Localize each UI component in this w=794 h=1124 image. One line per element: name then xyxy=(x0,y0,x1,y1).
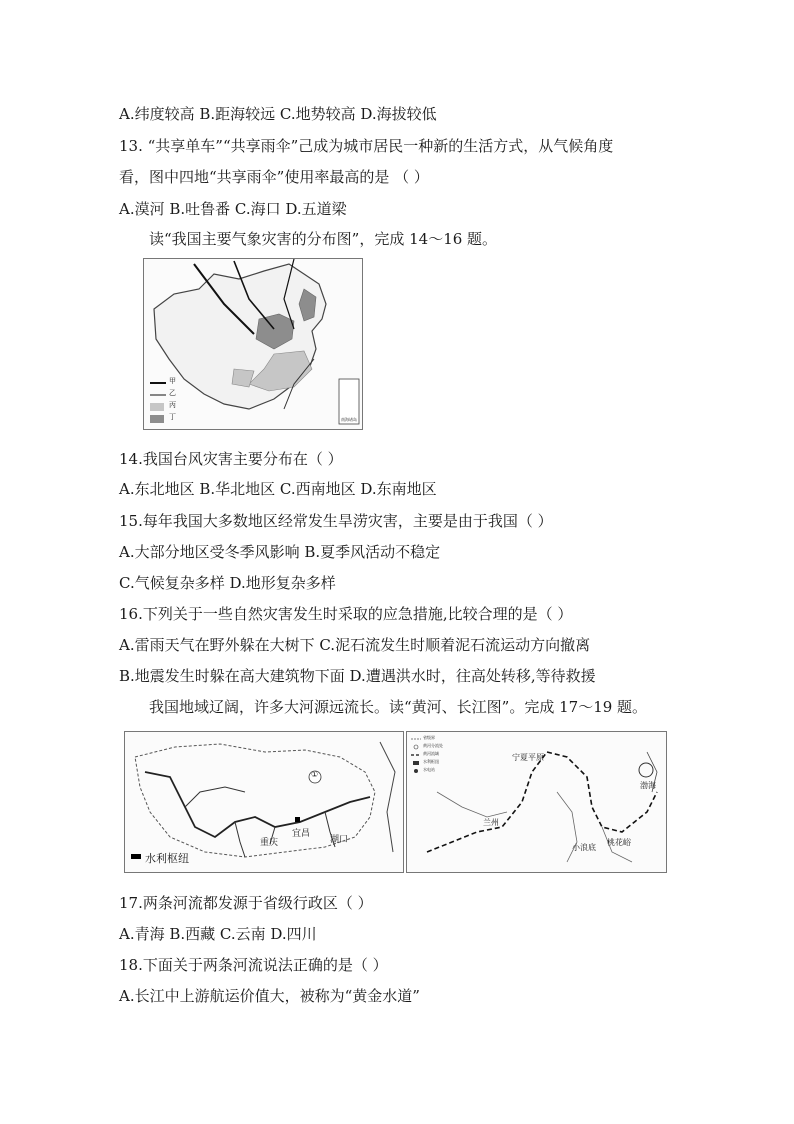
disaster-map xyxy=(143,258,363,430)
q13-stem-line1: 13. “共享单车”“共享雨伞”己成为城市居民一种新的生活方式，从气候角度 xyxy=(119,137,614,155)
legend-ding: 丁 xyxy=(169,413,176,421)
place-xiaolangdi: 小浪底 xyxy=(572,843,596,852)
q18-option-a: A.长江中上游航运价值大，被称为“黄金水道” xyxy=(119,987,420,1005)
q16-stem: 16.下列关于一些自然灾害发生时采取的应急措施,比较合理的是（ ） xyxy=(119,605,573,623)
city-yichang: 宜昌 xyxy=(292,829,311,839)
q13-stem-line2: 看，图中四地“共享雨伞”使用率最高的是 （ ） xyxy=(119,168,429,186)
yellow-river-map xyxy=(406,731,667,873)
q17-options: A.青海 B.西藏 C.云南 D.四川 xyxy=(119,925,317,943)
q15-options-cd: C.气候复杂多样 D.地形复杂多样 xyxy=(119,574,336,592)
q18-stem: 18.下面关于两条河流说法正确的是（ ） xyxy=(119,956,388,974)
legend-diversion: 黄河分流处 xyxy=(423,743,443,748)
q15-options-ab: A.大部分地区受冬季风影响 B.夏季风活动不稳定 xyxy=(119,543,441,561)
q15-stem: 15.每年我国大多数地区经常发生旱涝灾害，主要是由于我国（ ） xyxy=(119,512,553,530)
legend-basin: 黄河流域 xyxy=(423,751,439,756)
place-taohuayu: 桃花峪 xyxy=(607,838,631,847)
q14-options: A.东北地区 B.华北地区 C.西南地区 D.东南地区 xyxy=(119,480,437,498)
city-hukou: 湖口 xyxy=(330,835,349,845)
legend-bing: 丙 xyxy=(169,401,176,409)
city-chongqing: 重庆 xyxy=(260,838,279,848)
q17-stem: 17.两条河流都发源于省级行政区（ ） xyxy=(119,894,373,912)
legend-hydro-hub: 水利枢纽 xyxy=(423,759,439,764)
q16-options-ac: A.雷雨天气在野外躲在大树下 C.泥石流发生时顺着泥石流运动方向撤离 xyxy=(119,636,591,654)
legend-power-station: 水电站 xyxy=(423,767,435,772)
q16-options-bd: B.地震发生时躲在高大建筑物下面 D.遭遇洪水时，往高处转移,等待救援 xyxy=(119,667,596,685)
legend-jia: 甲 xyxy=(169,377,176,385)
place-ningxia-plain: 宁夏平原 xyxy=(512,753,544,762)
legend-provincial-boundary: 省级界 xyxy=(423,735,435,740)
q14-stem: 14.我国台风灾害主要分布在（ ） xyxy=(119,450,343,468)
q12-options: A.纬度较高 B.距海较远 C.地势较高 D.海拔较低 xyxy=(119,105,437,123)
place-lanzhou: 兰州 xyxy=(483,818,499,827)
q14-16-intro: 读“我国主要气象灾害的分布图”，完成 14～16 题。 xyxy=(149,230,498,248)
q17-19-intro: 我国地域辽阔，许多大河源远流长。读“黄河、长江图”。完成 17～19 题。 xyxy=(149,698,648,716)
inset-label: 南海诸岛 xyxy=(341,417,357,422)
marker-1: ① xyxy=(311,770,319,779)
place-bohai: 渤海 xyxy=(640,781,656,790)
legend-dam: 水利枢纽 xyxy=(145,852,189,865)
q13-options: A.漠河 B.吐鲁番 C.海口 D.五道梁 xyxy=(119,200,347,218)
legend-yi: 乙 xyxy=(169,389,176,397)
yangtze-map xyxy=(124,731,404,873)
